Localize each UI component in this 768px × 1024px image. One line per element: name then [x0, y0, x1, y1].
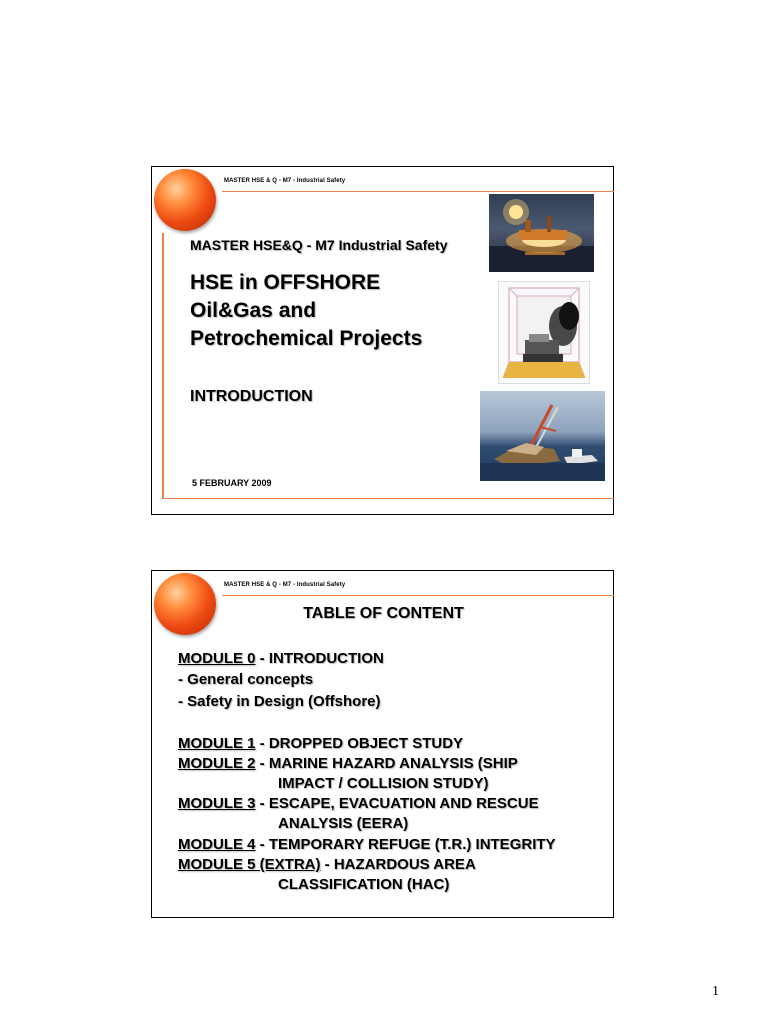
footer-rule	[162, 498, 614, 499]
header-rule	[222, 595, 614, 596]
module-text: - General concepts	[178, 671, 314, 688]
toc-item	[178, 855, 476, 875]
toc-item	[178, 734, 463, 754]
slide-header: MASTER HSE & Q - M7 - Industrial Safety	[224, 178, 346, 184]
module-text: - Safety in Design (Offshore)	[178, 693, 381, 710]
module-label: MODULE 0	[178, 650, 256, 667]
header-rule	[222, 191, 614, 192]
offshore-platform-fire-photo	[489, 194, 594, 272]
page-number: 1	[712, 984, 719, 999]
smoke-simulation-room-image	[498, 281, 590, 384]
toc-item	[178, 835, 556, 855]
title-line: Oil&Gas and	[190, 299, 317, 322]
side-rule	[162, 233, 164, 499]
toc-item	[178, 794, 539, 814]
slide-header: MASTER HSE & Q - M7 - Industrial Safety	[224, 582, 346, 588]
toc-item	[178, 649, 384, 669]
module-text: - HAZARDOUS AREA	[320, 856, 476, 873]
toc-heading: TABLE OF CONTENT	[303, 605, 464, 622]
title-line: HSE in OFFSHORE	[190, 271, 381, 294]
presentation-title	[190, 269, 422, 353]
module-label: MODULE 5 (EXTRA)	[178, 856, 321, 873]
title-line: Petrochemical Projects	[190, 327, 423, 350]
capsized-rig-photo	[480, 391, 605, 481]
subtitle: INTRODUCTION	[190, 388, 313, 405]
module-label: MODULE 1	[178, 735, 256, 752]
module-label: MODULE 2	[178, 755, 256, 772]
slide-table-of-content	[151, 570, 614, 918]
toc-item	[178, 754, 518, 774]
slide-title	[151, 166, 614, 515]
module-text: - DROPPED OBJECT STUDY	[255, 735, 464, 752]
module-text: - ESCAPE, EVACUATION AND RESCUE	[255, 795, 539, 812]
orange-sphere-logo	[154, 573, 216, 635]
toc-item-continuation: ANALYSIS (EERA)	[278, 815, 409, 832]
module-text: - TEMPORARY REFUGE (T.R.) INTEGRITY	[255, 836, 556, 853]
module-text: - MARINE HAZARD ANALYSIS (SHIP	[255, 755, 518, 772]
module-label: MODULE 3	[178, 795, 256, 812]
date: 5 FEBRUARY 2009	[192, 478, 272, 488]
orange-sphere-logo	[154, 169, 216, 231]
module-label: MODULE 4	[178, 836, 256, 853]
toc-item-continuation: CLASSIFICATION (HAC)	[278, 876, 450, 893]
toc-item-continuation: IMPACT / COLLISION STUDY)	[278, 775, 489, 792]
module-text: - INTRODUCTION	[255, 650, 384, 667]
toc-item	[178, 670, 313, 690]
toc-item	[178, 692, 381, 712]
course-name: MASTER HSE&Q - M7 Industrial Safety	[190, 237, 448, 253]
